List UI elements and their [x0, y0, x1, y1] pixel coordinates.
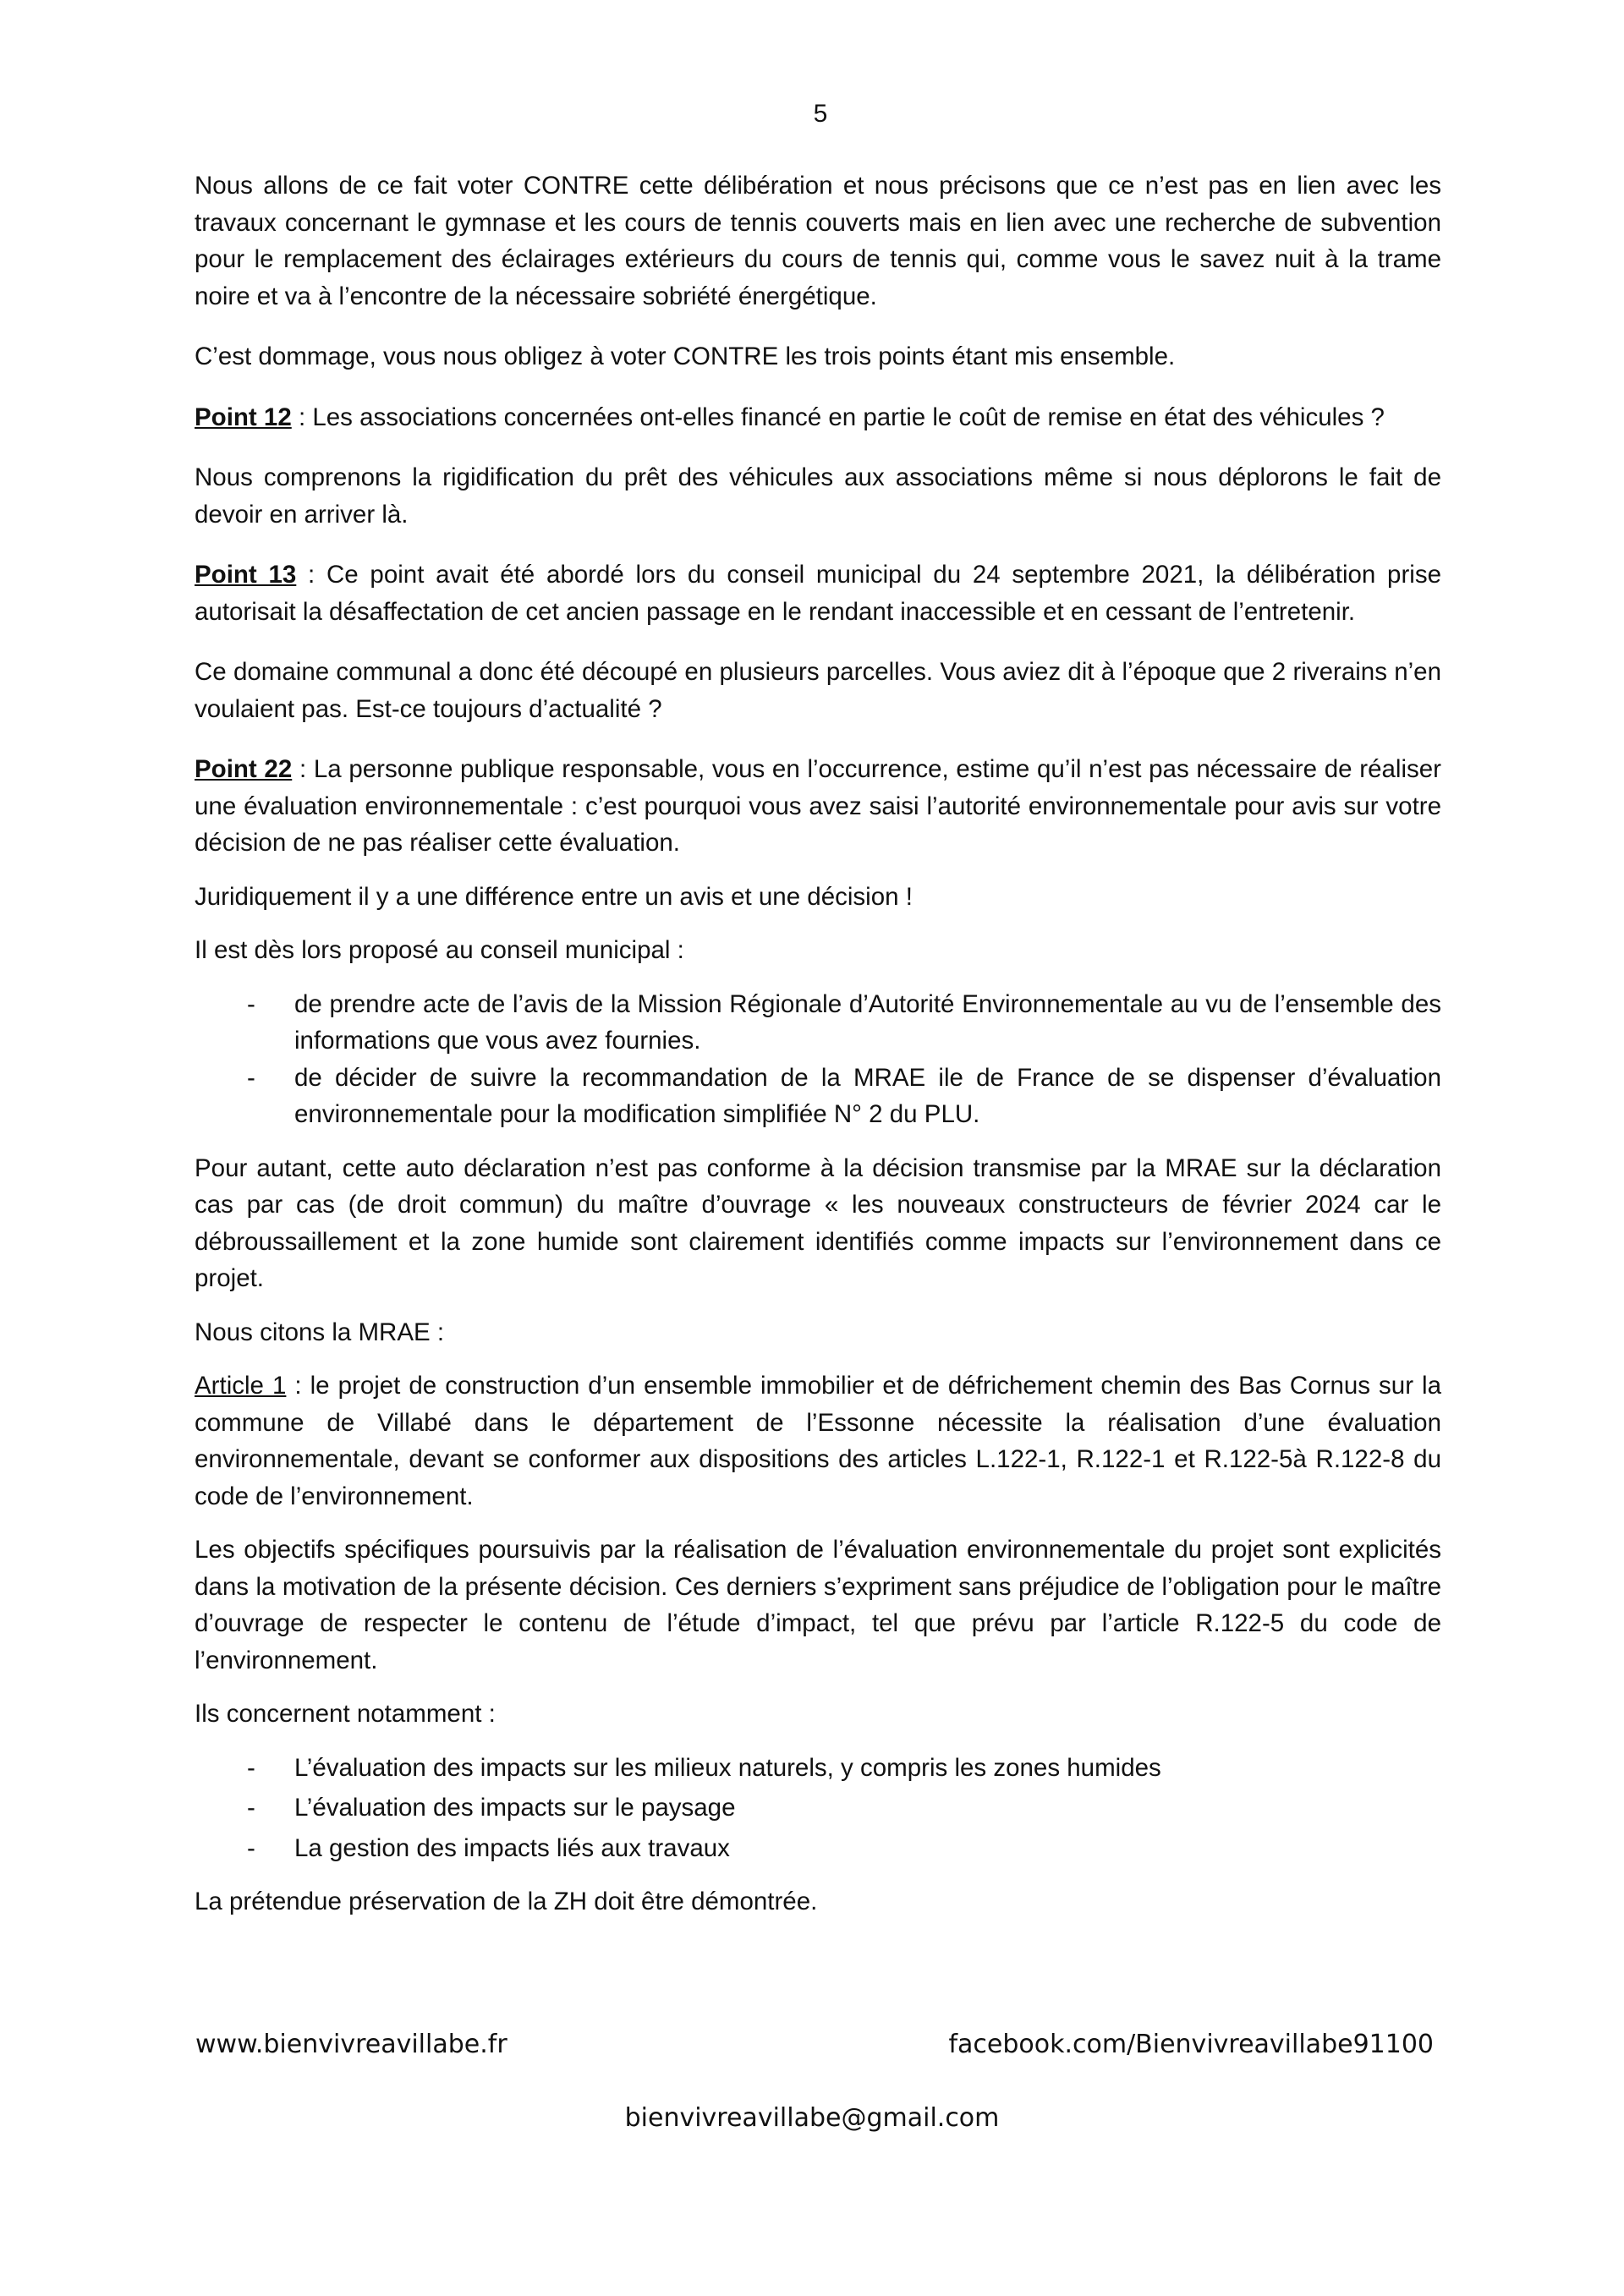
paragraph-pour-autant: Pour autant, cette auto déclaration n’est pas conforme à la décision transmise par la MRAE sur la déclaration cas par cas (de droit commun) du maître d’ouvrage « les nouveaux constructeurs de février 2024 car le débroussaillement et la zone humide sont clairement identifiés comme impacts sur l’environnement dans ce projet.: [195, 1153, 1441, 1292]
list-item: - L’évaluation des impacts sur les milieux naturels, y compris les zones humides: [195, 1750, 1441, 1787]
paragraph-propose: Il est dès lors proposé au conseil municipal :: [195, 936, 684, 964]
dash-bullet: -: [247, 1794, 255, 1822]
footer-email[interactable]: bienvivreavillabe@gmail.com: [624, 2103, 1000, 2133]
point-22-text: : La personne publique responsable, vous en l’occurrence, estime qu’il n’est pas nécessaire de réaliser une évaluation environnementale : c’est pourquoi vous avez saisi l’autorité environnementale pour avis sur votre décision de ne pas réaliser cette évaluation.: [195, 755, 1441, 857]
point-13-label: Point 13: [195, 561, 297, 589]
paragraph-domaine-communal: Ce domaine communal a donc été découpé en plusieurs parcelles. Vous aviez dit à l’époque que 2 riverains n’en voulaient pas. Est-ce toujours d’actualité ?: [195, 658, 1441, 723]
article-1-label: Article 1: [195, 1372, 287, 1400]
impacts-list: [195, 1750, 1441, 1867]
paragraph-concernent: Ils concernent notamment :: [195, 1700, 496, 1728]
footer-facebook-link[interactable]: facebook.com/Bienvivreavillabe91100: [948, 2030, 1434, 2059]
point-22-label: Point 22: [195, 755, 293, 783]
dash-bullet: -: [247, 1833, 255, 1862]
dash-bullet: -: [247, 1753, 255, 1782]
paragraph-point-12: [195, 399, 1441, 436]
paragraph-point-22: [195, 751, 1441, 862]
paragraph-juridiquement: Juridiquement il y a une différence entre un avis et une décision !: [195, 882, 913, 911]
paragraph-article-1: [195, 1367, 1441, 1515]
dash-bullet: -: [247, 989, 255, 1018]
dash-bullet: -: [247, 1063, 255, 1092]
list-item: - L’évaluation des impacts sur le paysage: [195, 1789, 1441, 1827]
paragraph-vote-contre: Nous allons de ce fait voter CONTRE cette délibération et nous précisons que ce n’est pas en lien avec les travaux concernant le gymnase et les cours de tennis couverts mais en lien avec une recherche de subvention pour le remplacement des éclairages extérieurs du cours de tennis qui, comme vous le savez nuit à la trame noire et va à l’encontre de la nécessaire sobriété énergétique.: [195, 172, 1441, 310]
document-body: [195, 167, 1441, 1944]
point-13-text: : Ce point avait été abordé lors du conseil municipal du 24 septembre 2021, la délibération prise autorisait la désaffectation de cet ancien passage en le rendant inaccessible et en cessant de l’entretenir.: [195, 561, 1441, 626]
paragraph-point-13: [195, 556, 1441, 630]
paragraph-preservation: La prétendue préservation de la ZH doit être démontrée.: [195, 1888, 818, 1915]
paragraph-vehicules: Nous comprenons la rigidification du prêt des véhicules aux associations même si nous déplorons le fait de devoir en arriver là.: [195, 463, 1441, 529]
footer-website-link[interactable]: www.bienvivreavillabe.fr: [195, 2030, 508, 2059]
paragraph-dommage: C’est dommage, vous nous obligez à voter CONTRE les trois points étant mis ensemble.: [195, 342, 1176, 370]
list-item: - de décider de suivre la recommandation de la MRAE ile de France de se dispenser d’évaluation environnementale pour la modification simplifiée N° 2 du PLU.: [195, 1060, 1441, 1133]
paragraph-citons: Nous citons la MRAE :: [195, 1318, 445, 1346]
list-item: - de prendre acte de l’avis de la Mission Régionale d’Autorité Environnementale au vu de l’ensemble des informations que vous avez fournies.: [195, 986, 1441, 1060]
proposal-list: [195, 986, 1441, 1133]
page-number: 5: [813, 100, 828, 128]
point-12-label: Point 12: [195, 403, 292, 431]
list-item: - La gestion des impacts liés aux travaux: [195, 1830, 1441, 1867]
paragraph-objectifs: Les objectifs spécifiques poursuivis par la réalisation de l’évaluation environnementale du projet sont explicités dans la motivation de la présente décision. Ces derniers s’expriment sans préjudice de l’obligation pour le maître d’ouvrage de respecter le contenu de l’étude d’impact, tel que prévu par l’article R.122-5 du code de l’environnement.: [195, 1536, 1441, 1674]
point-12-text: : Les associations concernées ont-elles financé en partie le coût de remise en état des véhicules ?: [291, 403, 1385, 431]
article-1-text: : le projet de construction d’un ensemble immobilier et de défrichement chemin des Bas Cornus sur la commune de Villabé dans le département de l’Essonne nécessite la réalisation d’une évaluation environnementale, devant se conformer aux dispositions des articles L.122-1, R.122-1 et R.122-5à R.122-8 du code de l’environnement.: [195, 1372, 1441, 1510]
